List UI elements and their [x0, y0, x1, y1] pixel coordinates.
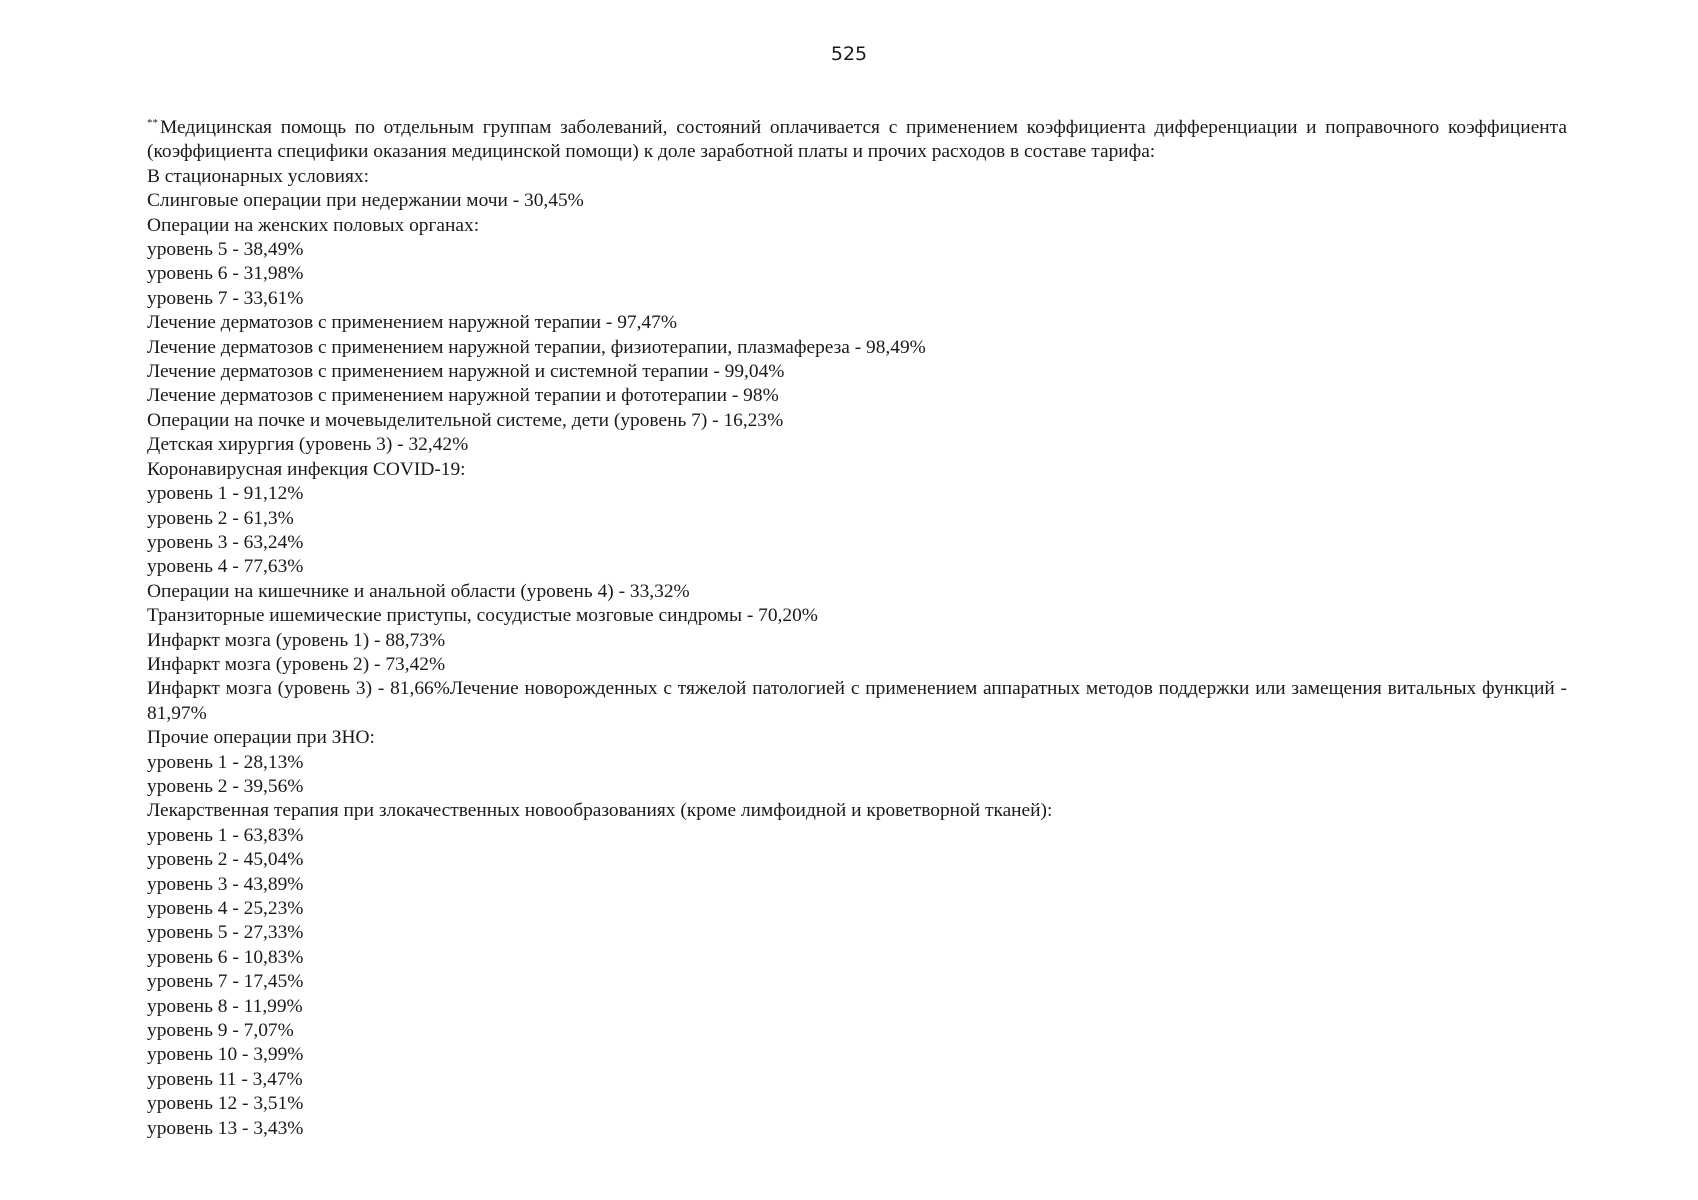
list-item: Слинговые операции при недержании мочи - 30,45% [147, 190, 584, 212]
list-item: уровень 2 - 45,04% [147, 849, 304, 871]
list-item: уровень 12 - 3,51% [147, 1093, 304, 1115]
list-item: уровень 9 - 7,07% [147, 1020, 294, 1042]
list-item: Операции на почке и мочевыделительной системе, дети (уровень 7) - 16,23% [147, 409, 784, 431]
list-item: Операции на кишечнике и анальной области (уровень 4) - 33,32% [147, 580, 690, 602]
group-heading: Операции на женских половых органах: [147, 214, 480, 236]
list-item: уровень 4 - 77,63% [147, 556, 304, 578]
list-item: уровень 3 - 43,89% [147, 873, 304, 895]
document-body [147, 116, 1567, 1141]
list-item: уровень 8 - 11,99% [147, 995, 303, 1017]
list-item: уровень 2 - 39,56% [147, 775, 304, 797]
list-item: уровень 7 - 33,61% [147, 287, 304, 309]
list-item: уровень 13 - 3,43% [147, 1117, 304, 1139]
group-heading: Коронавирусная инфекция COVID-19: [147, 458, 466, 480]
list-item: уровень 4 - 25,23% [147, 898, 304, 919]
list-item: уровень 7 - 17,45% [147, 971, 304, 993]
group-heading: Лекарственная терапия при злокачественных новообразованиях (кроме лимфоидной и кроветворной тканей): [147, 800, 1053, 822]
list-item: уровень 10 - 3,99% [147, 1044, 304, 1066]
list-item: уровень 1 - 28,13% [147, 751, 304, 773]
list-item: Лечение дерматозов с применением наружной терапии - 97,47% [147, 312, 677, 334]
group-heading: Прочие операции при ЗНО: [147, 727, 375, 749]
list-item: Инфаркт мозга (уровень 3) - 81,66%Лечение новорожденных с тяжелой патологией с применением аппаратных методов поддержки или замещения витальных функций - 81,97% [147, 678, 1567, 724]
list-item: уровень 1 - 91,12% [147, 483, 304, 505]
list-item: уровень 11 - 3,47% [147, 1068, 303, 1090]
footnote-paragraph [147, 116, 1567, 165]
list-item: Транзиторные ишемические приступы, сосудистые мозговые синдромы - 70,20% [147, 605, 818, 627]
list-item: Лечение дерматозов с применением наружной терапии, физиотерапии, плазмафереза - 98,49% [147, 336, 926, 358]
list-item: Инфаркт мозга (уровень 1) - 88,73% [147, 629, 446, 651]
list-item: Лечение дерматозов с применением наружной терапии и фототерапии - 98% [147, 385, 779, 407]
list-item: уровень 5 - 27,33% [147, 922, 304, 944]
page-number: 525 [830, 43, 868, 65]
list-item: уровень 2 - 61,3% [147, 507, 294, 529]
footnote-marker: ** [147, 117, 158, 129]
list-item: уровень 6 - 31,98% [147, 263, 304, 285]
list-item: Лечение дерматозов с применением наружной и системной терапии - 99,04% [147, 361, 785, 383]
list-item: уровень 6 - 10,83% [147, 946, 304, 968]
list-item: уровень 5 - 38,49% [147, 239, 304, 261]
list-item: уровень 1 - 63,83% [147, 824, 304, 846]
footnote-text: Медицинская помощь по отдельным группам заболеваний, состояний оплачивается с применением коэффициента дифференциации и поправочного коэффициента (коэффициента специфики оказания медицинской помощи) к доле заработной платы и прочих расходов в составе тарифа: [147, 117, 1567, 163]
list-item: Инфаркт мозга (уровень 2) - 73,42% [147, 653, 446, 675]
list-item: Детская хирургия (уровень 3) - 32,42% [147, 434, 469, 456]
list-item: уровень 3 - 63,24% [147, 531, 304, 553]
section-heading: В стационарных условиях: [147, 165, 369, 187]
